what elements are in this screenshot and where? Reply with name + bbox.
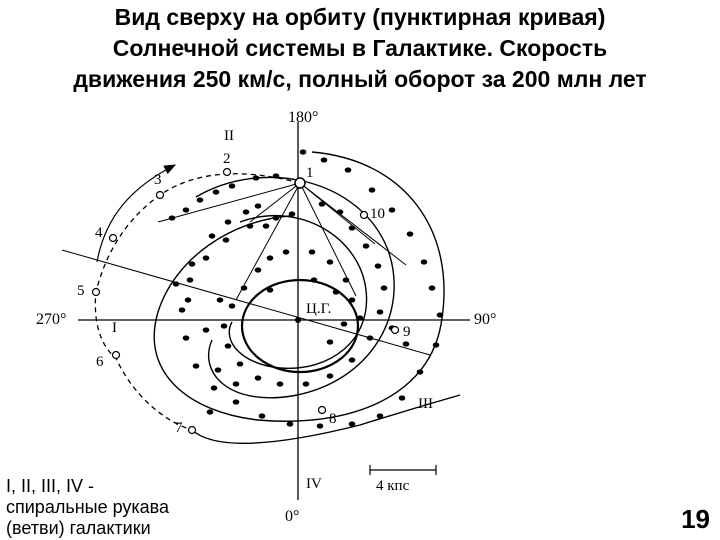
star-dot: [363, 243, 370, 248]
star-dot: [349, 357, 356, 362]
point-label-2: 2: [223, 151, 231, 167]
rotation-arrow: [97, 165, 175, 262]
point-label-7: 7: [175, 420, 183, 436]
star-dot: [189, 261, 196, 266]
point-label-6: 6: [96, 354, 104, 370]
star-dot: [237, 361, 244, 366]
star-dot: [223, 237, 230, 242]
star-dot: [273, 215, 280, 220]
star-dot: [277, 381, 284, 386]
spiral-arms: [154, 152, 460, 443]
star-dot: [229, 303, 236, 308]
star-clusters: [169, 149, 444, 428]
spiral-arm-middle: [196, 177, 394, 397]
central-ring: [242, 280, 358, 372]
star-dot: [357, 315, 364, 320]
arm-label-II: II: [224, 128, 234, 144]
star-dot: [349, 421, 356, 426]
star-dot: [343, 277, 350, 282]
star-dot: [197, 197, 204, 202]
scale-bar: [370, 465, 436, 475]
orbit-point-marker: [93, 289, 100, 296]
star-dot: [429, 285, 436, 290]
arm-label-I: I: [112, 320, 117, 336]
center-label: Ц.Г.: [306, 301, 332, 317]
title-line-1: Вид сверху на орбиту (пунктирная кривая): [114, 4, 606, 30]
star-dot: [169, 215, 176, 220]
star-dot: [259, 413, 266, 418]
point-label-5: 5: [77, 283, 85, 299]
star-dot: [263, 223, 270, 228]
star-dot: [207, 409, 214, 414]
star-dot: [403, 341, 410, 346]
star-dot: [433, 342, 440, 347]
star-dot: [215, 367, 222, 372]
star-dot: [203, 255, 210, 260]
star-dot: [247, 223, 254, 228]
orbit-point-marker: [157, 192, 164, 199]
sun-position: [295, 178, 305, 188]
legend: [6, 476, 246, 539]
legend-line-2: спиральные рукава: [6, 497, 170, 517]
star-dot: [311, 277, 318, 282]
star-dot: [211, 385, 218, 390]
orbit-point-marker: [224, 169, 231, 176]
star-dot: [217, 297, 224, 302]
star-dot: [185, 297, 192, 302]
star-dot: [273, 173, 280, 178]
star-dot: [225, 219, 232, 224]
star-dot: [213, 189, 220, 194]
star-dot: [437, 312, 444, 317]
star-dot: [229, 183, 236, 188]
orbit-point-marker: [319, 407, 326, 414]
star-dot: [255, 267, 262, 272]
legend-line-1: I, II, III, IV -: [6, 476, 95, 496]
star-dot: [187, 277, 194, 282]
orbit-point-marker: [189, 427, 196, 434]
arm-label-III: III: [418, 396, 433, 412]
star-dot: [283, 249, 290, 254]
point-label-3: 3: [154, 172, 162, 188]
point-label-4: 4: [95, 225, 103, 241]
star-dot: [345, 167, 352, 172]
star-dot: [193, 363, 200, 368]
star-dot: [375, 263, 382, 268]
legend-line-3: (ветви) галактики: [6, 518, 151, 538]
star-dot: [255, 375, 262, 380]
star-dot: [317, 423, 324, 428]
star-dot: [421, 259, 428, 264]
axis-label-180: 180°: [288, 109, 319, 126]
star-dot: [367, 335, 374, 340]
point-label-10: 10: [370, 206, 385, 222]
point-label-1: 1: [306, 165, 314, 181]
star-dot: [243, 209, 250, 214]
axis-label-0: 0°: [285, 508, 300, 525]
solar-orbit-dashed: [95, 174, 300, 430]
star-dot: [327, 373, 334, 378]
star-dot: [407, 231, 414, 236]
arm-label-IV: IV: [306, 476, 322, 492]
spiral-arm-outer: [154, 152, 444, 421]
point-label-8: 8: [329, 411, 337, 427]
star-dot: [267, 287, 274, 292]
star-dot: [349, 297, 356, 302]
star-dot: [221, 323, 228, 328]
axis-label-90: 90°: [474, 311, 497, 328]
star-dot: [267, 255, 274, 260]
star-dot: [341, 321, 348, 326]
star-dot: [289, 211, 296, 216]
star-dot: [337, 209, 344, 214]
star-dot: [349, 225, 356, 230]
star-dot: [241, 285, 248, 290]
star-dot: [179, 307, 186, 312]
star-dot: [319, 201, 326, 206]
star-dot: [321, 157, 328, 162]
star-dot: [233, 399, 240, 404]
orbit-point-marker: [361, 212, 368, 219]
star-dot: [183, 207, 190, 212]
star-dot: [381, 285, 388, 290]
axis-label-270: 270°: [36, 311, 67, 328]
point-label-9: 9: [403, 324, 411, 340]
star-dot: [399, 395, 406, 400]
orbit-point-marker: [110, 235, 117, 242]
star-dot: [417, 369, 424, 374]
scale-label: 4 кпс: [376, 478, 410, 494]
star-dot: [327, 339, 334, 344]
page-number: 19: [681, 504, 710, 534]
star-dot: [300, 149, 307, 154]
title-line-2: Солнечной системы в Галактике. Скорость: [112, 35, 608, 61]
star-dot: [303, 381, 310, 386]
star-dot: [225, 343, 232, 348]
star-dot: [309, 249, 316, 254]
star-dot: [233, 381, 240, 386]
star-dot: [287, 421, 294, 426]
star-dot: [369, 187, 376, 192]
galactic-center: [295, 317, 301, 323]
star-dot: [389, 207, 396, 212]
star-dot: [333, 289, 340, 294]
star-dot: [255, 203, 262, 208]
star-dot: [253, 175, 260, 180]
star-dot: [327, 259, 334, 264]
star-dot: [173, 281, 180, 286]
title-line-3: движения 250 км/с, полный оборот за 200 млн лет: [73, 66, 647, 92]
orbit-point-marker: [113, 352, 120, 359]
star-dot: [209, 233, 216, 238]
star-dot: [203, 327, 210, 332]
star-dot: [183, 335, 190, 340]
star-dot: [377, 309, 384, 314]
orbit-point-marker: [392, 327, 399, 334]
star-dot: [377, 413, 384, 418]
